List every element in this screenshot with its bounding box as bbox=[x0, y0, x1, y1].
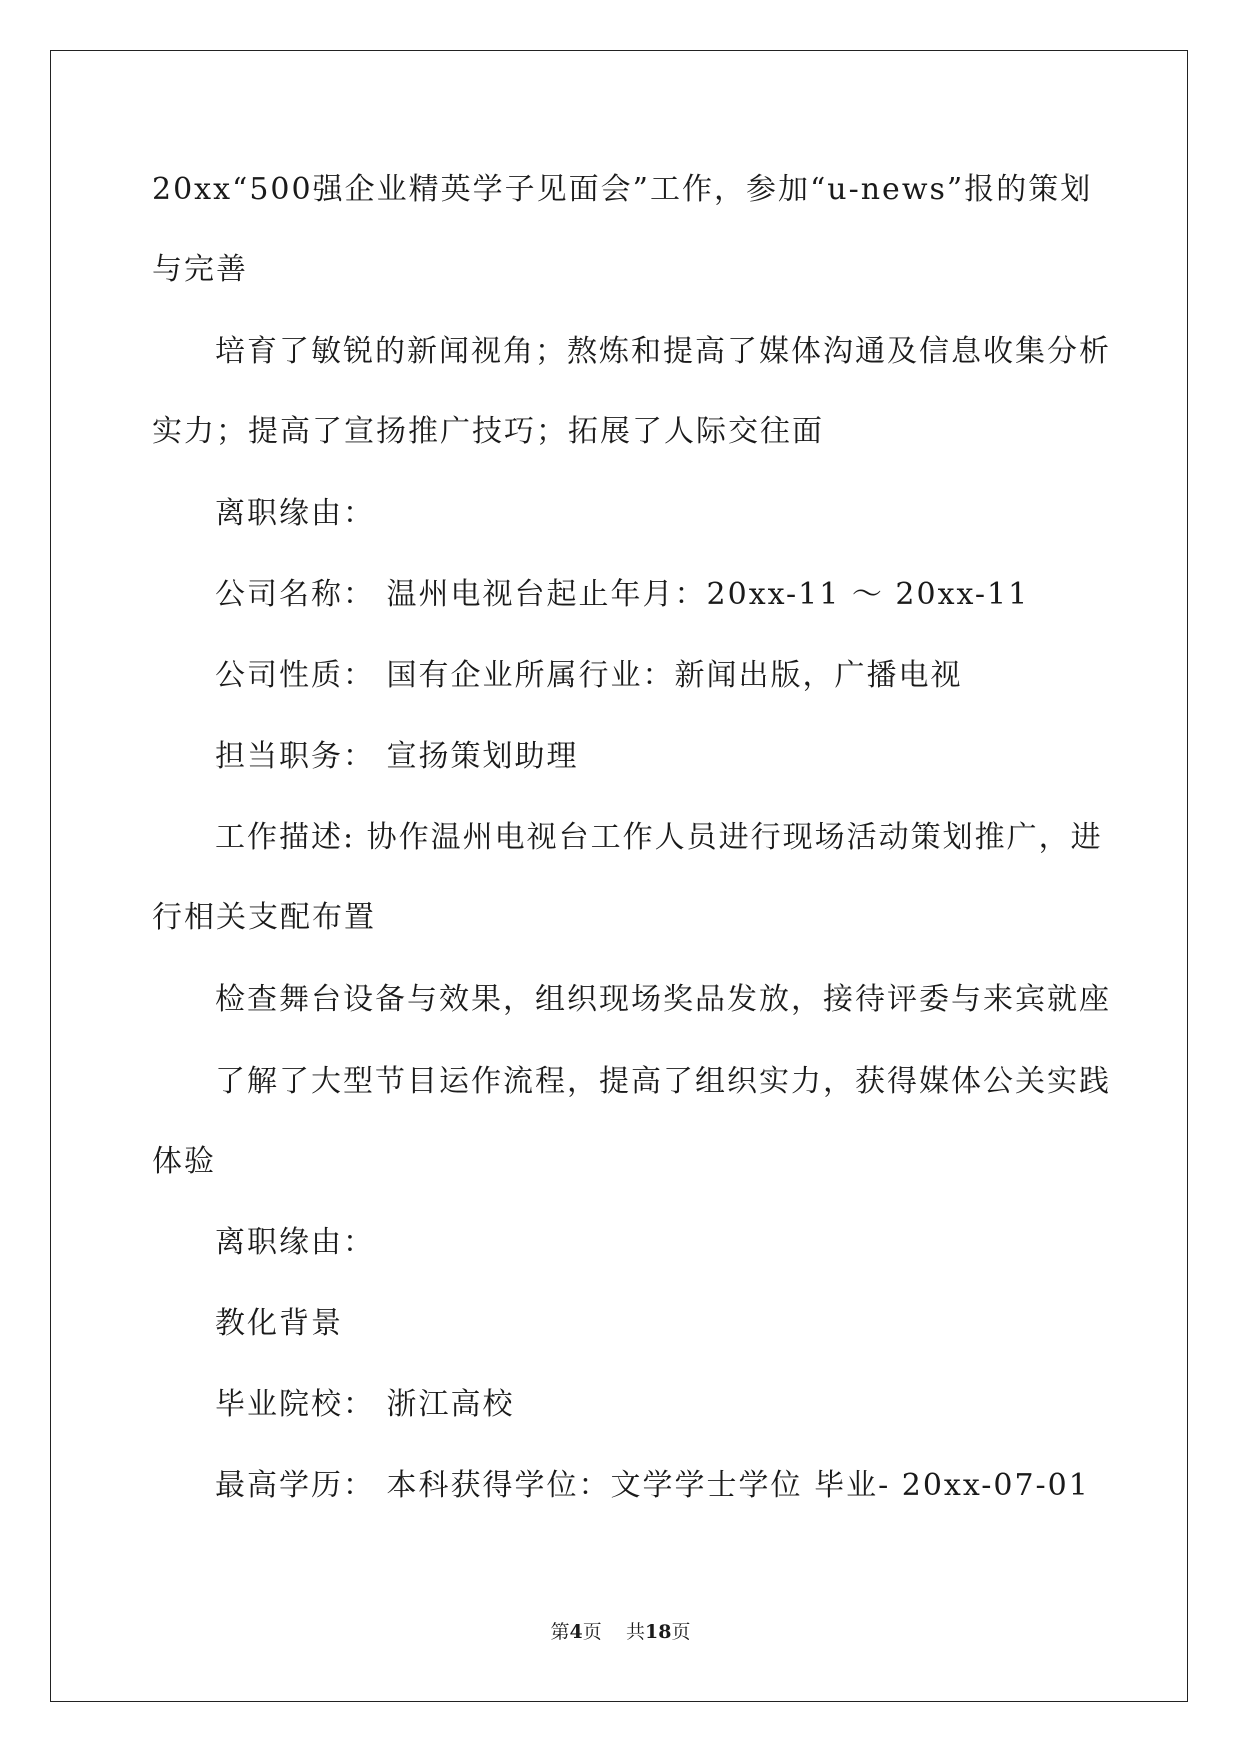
text-line: 培育了敏锐的新闻视角；熬炼和提高了媒体沟通及信息收集分析 bbox=[215, 334, 1111, 369]
total-pages: 18 bbox=[644, 1621, 672, 1643]
text-line: 毕业院校： 浙江高校 bbox=[215, 1387, 515, 1422]
text-line: 20xx“500强企业精英学子见面会”工作，参加“u-news”报的策划 bbox=[152, 172, 1093, 207]
page-footer bbox=[0, 1620, 1241, 1644]
text-line: 行相关支配布置 bbox=[152, 900, 376, 935]
text-line: 工作描述: 协作温州电视台工作人员进行现场活动策划推广，进 bbox=[215, 820, 1103, 855]
text-line: 公司名称： 温州电视台起止年月：20xx-11 ～ 20xx-11 bbox=[215, 577, 1030, 612]
page-border bbox=[50, 50, 1188, 1702]
text-line: 检查舞台设备与效果，组织现场奖品发放，接待评委与来宾就座 bbox=[215, 982, 1111, 1017]
page-suffix: 页 bbox=[582, 1621, 602, 1643]
text-line: 担当职务： 宣扬策划助理 bbox=[215, 739, 579, 774]
text-line: 离职缘由： bbox=[215, 496, 375, 531]
text-line: 与完善 bbox=[152, 252, 248, 287]
page-prefix: 第 bbox=[550, 1621, 570, 1643]
text-line: 了解了大型节目运作流程，提高了组织实力，获得媒体公关实践 bbox=[215, 1064, 1111, 1099]
text-line: 离职缘由： bbox=[215, 1225, 375, 1260]
total-suffix: 页 bbox=[671, 1621, 691, 1643]
text-line: 实力；提高了宣扬推广技巧；拓展了人际交往面 bbox=[152, 414, 824, 449]
page-number: 4 bbox=[569, 1621, 583, 1643]
text-line: 教化背景 bbox=[215, 1306, 343, 1341]
total-prefix: 共 bbox=[625, 1621, 645, 1643]
text-line: 公司性质： 国有企业所属行业：新闻出版，广播电视 bbox=[215, 658, 963, 693]
text-line: 最高学历： 本科获得学位：文学学士学位 毕业- 20xx-07-01 bbox=[215, 1468, 1090, 1503]
text-line: 体验 bbox=[152, 1144, 216, 1179]
